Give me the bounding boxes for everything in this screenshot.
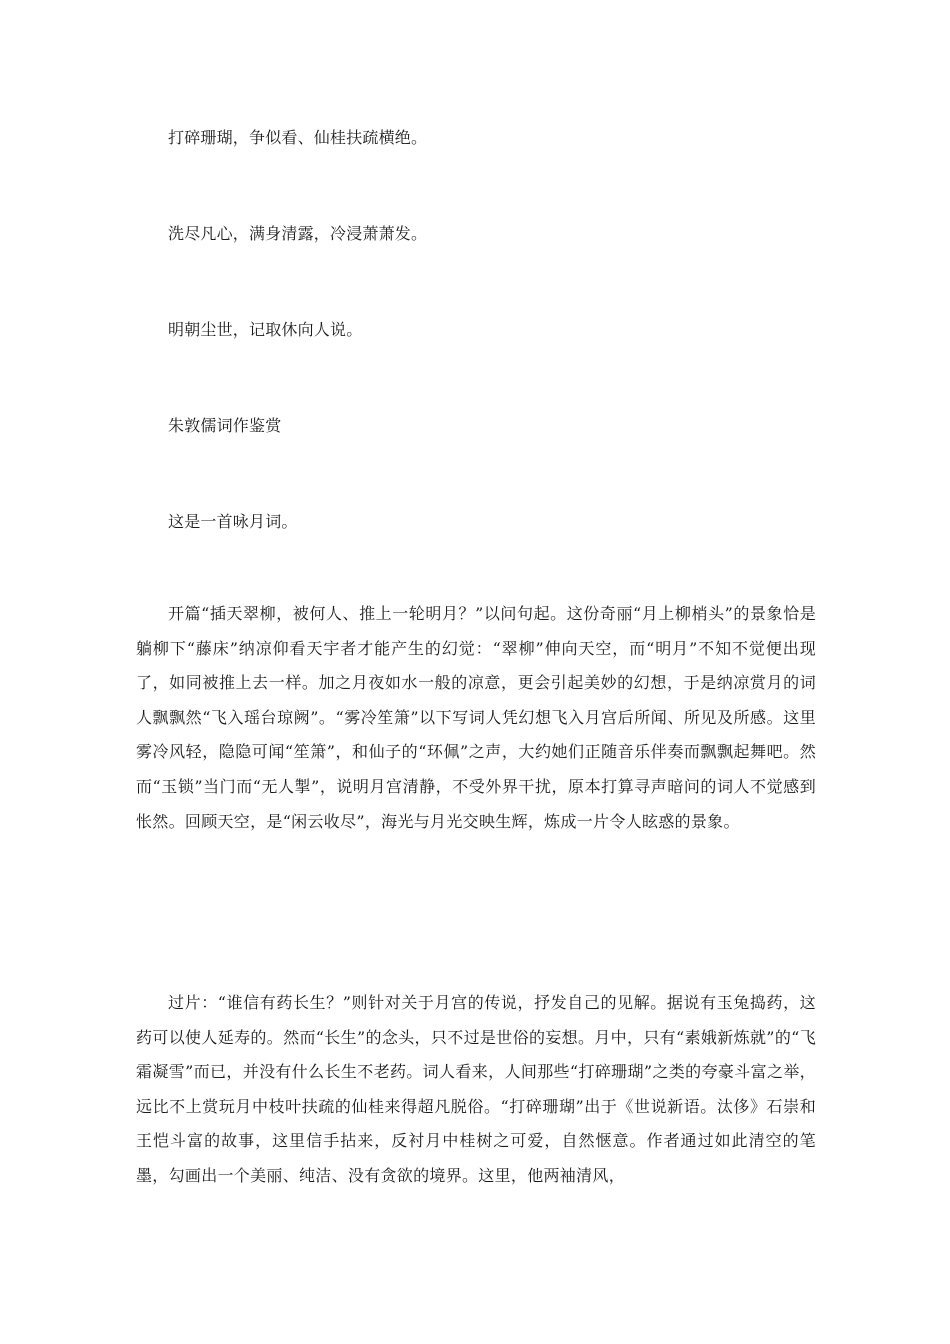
verse-line: 明朝尘世，记取休向人说。 (168, 320, 363, 339)
body-paragraph: 过片：“谁信有药长生？”则针对关于月宫的传说，抒发自己的见解。据说有玉兔捣药，这药可以使人延寿的。然而“长生”的念头，只不过是世俗的妄想。月中，只有“素娥新炼就”的“飞霜凝雪”而已，并没有什么长生不老药。词人看来，人间那些“打碎珊瑚”之类的夸豪斗富之举，远比不上赏玩月中枝叶扶疏的仙桂来得超凡脱俗。“打碎珊瑚”出于《世说新语。汰侈》石崇和王恺斗富的故事，这里信手拈来，反衬月中桂树之可爱，自然惬意。作者通过如此清空的笔墨，勾画出一个美丽、纯洁、没有贪欲的境界。这里，他两袖清风， (136, 993, 816, 1185)
body-paragraph: 开篇“插天翠柳，被何人、推上一轮明月？”以问句起。这份奇丽“月上柳梢头”的景象恰是躺柳下“藤床”纳凉仰看天宇者才能产生的幻觉：“翠柳”伸向天空，而“明月”不知不觉便出现了，如同被推上去一样。加之月夜如水一般的凉意，更会引起美妙的幻想，于是纳凉赏月的词人飘飘然“飞入瑶台琼阙”。“雾冷笙箫”以下写词人凭幻想飞入月宫后所闻、所见及所感。这里雾冷风轻，隐隐可闻“笙箫”，和仙子的“环佩”之声，大约她们正随音乐伴奏而飘飘起舞吧。然而“玉锁”当门而“无人掣”，说明月宫清静，不受外界干扰，原本打算寻声暗问的词人不觉感到怅然。回顾天空，是“闲云收尽”，海光与月光交映生辉，炼成一片令人眩惑的景象。 (136, 604, 816, 831)
verse-line: 洗尽凡心，满身清露，冷浸萧萧发。 (168, 224, 428, 243)
intro-text: 这是一首咏月词。 (168, 512, 298, 531)
verse-line: 打碎珊瑚，争似看、仙桂扶疏横绝。 (168, 128, 428, 147)
section-heading: 朱敦儒词作鉴赏 (168, 416, 282, 435)
